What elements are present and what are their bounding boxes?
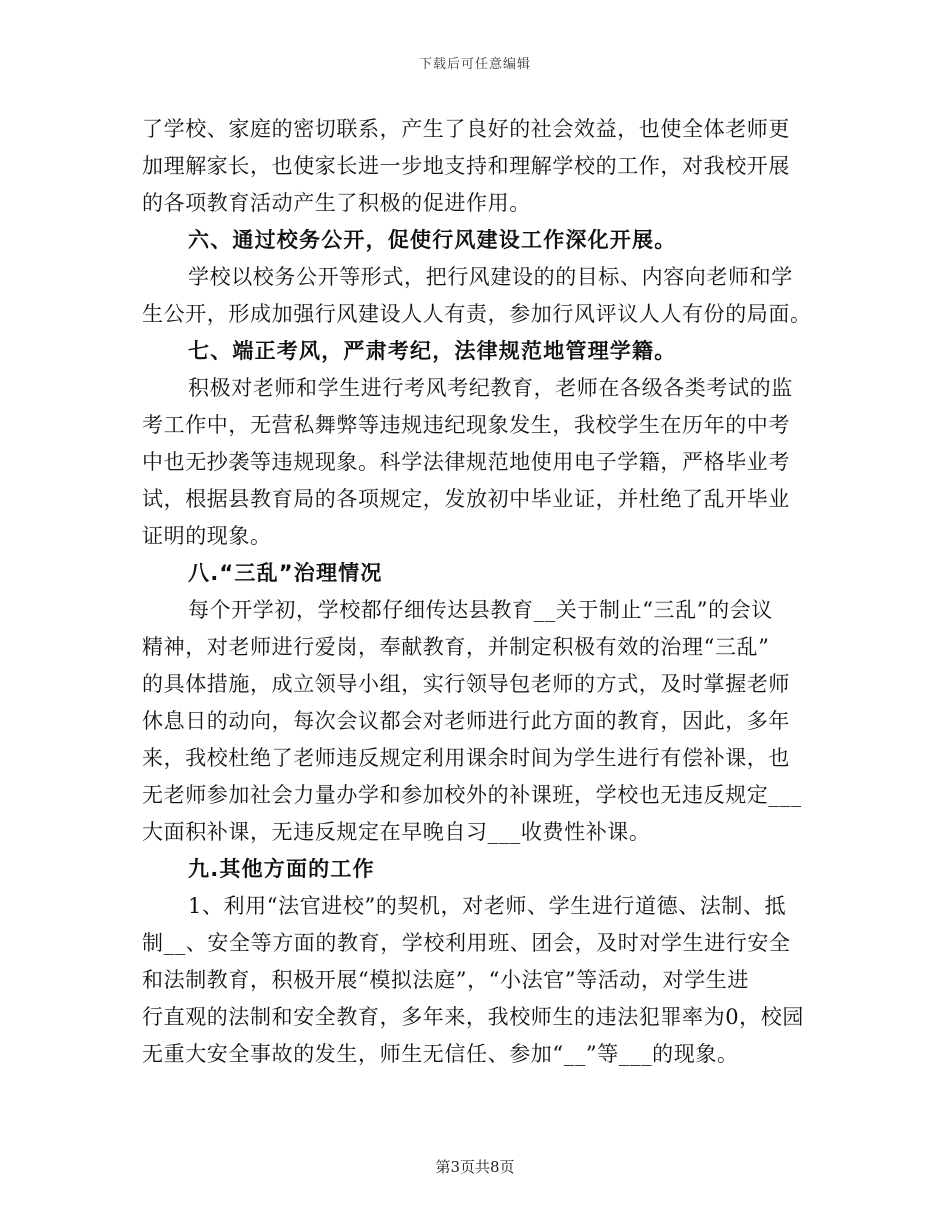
page-number: 第3页共8页: [435, 1158, 515, 1176]
body-line: 考工作中，无营私舞弊等违规违纪现象发生，我校学生在历年的中考: [142, 413, 790, 437]
body-line: 积极对老师和学生进行考风考纪教育，老师在各级各类考试的监: [188, 376, 793, 400]
body-line: 无老师参加社会力量办学和参加校外的补课班，学校也无违反规定___: [142, 783, 802, 807]
body-line: 试，根据县教育局的各项规定，发放初中毕业证，并杜绝了乱开毕业: [142, 487, 790, 511]
body-line: 精神，对老师进行爱岗，奉献教育，并制定积极有效的治理“三乱”: [142, 635, 770, 659]
body-line: 和法制教育，积极开展“模拟法庭”，“小法官”等活动，对学生进: [142, 968, 749, 992]
body-line: 学校以校务公开等形式，把行风建设的的目标、内容向老师和学: [188, 265, 793, 289]
section-heading: 七、端正考风，严肃考纪，法律规范地管理学籍。: [188, 339, 677, 363]
body-line: 了学校、家庭的密切联系，产生了良好的社会效益，也使全体老师更: [142, 117, 790, 141]
body-line: 证明的现象。: [142, 524, 272, 548]
body-line: 制__、安全等方面的教育，学校利用班、团会，及时对学生进行安全: [142, 931, 791, 955]
section-heading: 六、通过校务公开，促使行风建设工作深化开展。: [188, 228, 677, 252]
page-header: 下载后可任意编辑: [418, 57, 531, 72]
body-line: 每个开学初，学校都仔细传达县教育__关于制止“三乱”的会议: [188, 598, 773, 622]
body-line: 大面积补课，无违反规定在早晚自习___收费性补课。: [142, 820, 651, 844]
body-line: 休息日的动向，每次会议都会对老师进行此方面的教育，因此，多年: [142, 709, 790, 733]
body-line: 无重大安全事故的发生，师生无信任、参加“__”等___的现象。: [142, 1042, 739, 1066]
body-line: 的各项教育活动产生了积极的促进作用。: [142, 191, 531, 215]
body-line: 加理解家长，也使家长进一步地支持和理解学校的工作，对我校开展: [142, 154, 790, 178]
body-line: 的具体措施，成立领导小组，实行领导包老师的方式，及时掌握老师: [142, 672, 790, 696]
document-body: [142, 111, 812, 1073]
section-heading: 八.“三乱”治理情况: [188, 561, 383, 585]
body-line: 中也无抄袭等违规现象。科学法律规范地使用电子学籍，严格毕业考: [142, 450, 790, 474]
body-line: 1、利用“法官进校”的契机，对老师、学生进行道德、法制、抵: [188, 894, 787, 918]
section-heading: 九.其他方面的工作: [188, 857, 375, 881]
body-line: 行直观的法制和安全教育，多年来，我校师生的违法犯罪率为0，校园: [142, 1005, 804, 1029]
body-line: 生公开，形成加强行风建设人人有责，参加行风评议人人有份的局面。: [142, 302, 812, 326]
body-line: 来，我校杜绝了老师违反规定利用课余时间为学生进行有偿补课，也: [142, 746, 790, 770]
